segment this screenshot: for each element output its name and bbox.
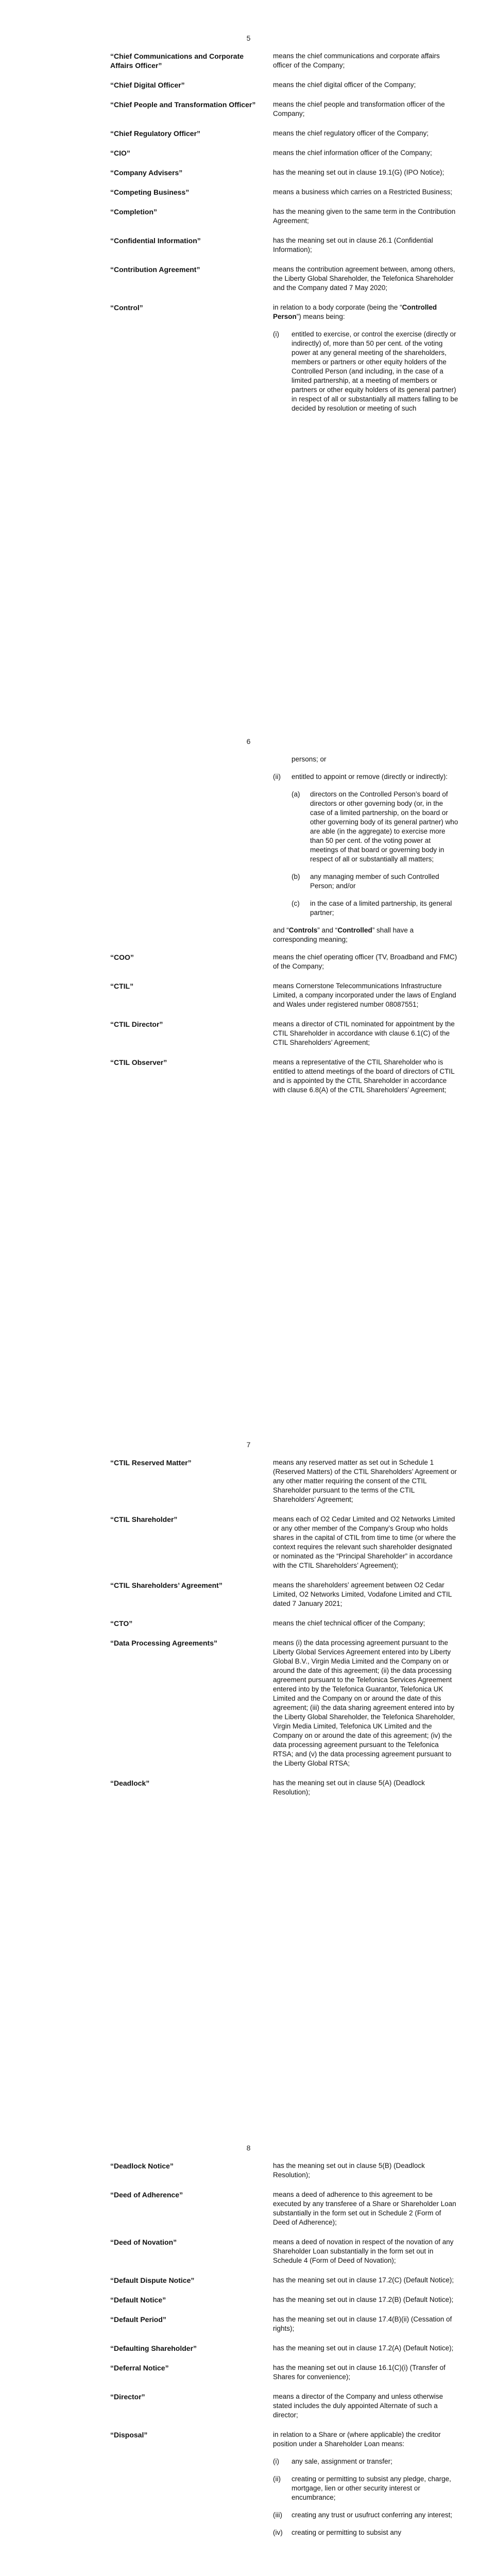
definition-term: “Competing Business”: [110, 188, 190, 196]
definition-row: [110, 148, 471, 158]
control-intro: [273, 303, 458, 321]
sub-clause-text: creating any trust or usufruct conferring any interest;: [292, 2511, 453, 2519]
definition-meaning: means the shareholders’ agreement between O2 Cedar Limited, O2 Networks Limited, Vodafone Limited and CTIL dated 7 January 2021;: [273, 1581, 452, 1607]
definition-term: “Control”: [110, 303, 143, 312]
page-number: 6: [246, 737, 251, 745]
definition-term: “Chief Digital Officer”: [110, 81, 185, 89]
definition-row: [110, 80, 471, 90]
definition-term: “Chief Communications and Corporate Affairs Officer”: [110, 52, 244, 70]
sub-clause-number: (iii): [273, 2511, 282, 2519]
definition-row: [110, 129, 471, 138]
definition-meaning: means the chief operating officer (TV, Broadband and FMC) of the Company;: [273, 953, 457, 970]
definition-row: [110, 953, 471, 971]
definition-meaning: means the chief information officer of the Company;: [273, 149, 432, 157]
sub-clause-text: any sale, assignment or transfer;: [292, 2458, 392, 2465]
definition-term: “COO”: [110, 953, 134, 961]
sub-clause-text: directors on the Controlled Person’s board of directors or other governing body (or, in the case of a limited partnership, on the board or other governing body of its general partner) who are able (in the aggregate) to exercise more than 50 per cent. of the voting power at meetings of that board or governing body in respect of all or substantially all matters;: [310, 790, 458, 863]
sub-clause-number: (a): [292, 790, 300, 798]
control-closing: [273, 926, 458, 944]
definitions-list: [110, 52, 471, 423]
definition-meaning: means any reserved matter as set out in Schedule 1 (Reserved Matters) of the CTIL Shareholders’ Agreement or any other matter requiring the consent of the CTIL Shareholder pursuant to the terms of the CTIL Shareholders’ Agreement;: [273, 1459, 457, 1503]
page-5: [0, 0, 497, 703]
definition-meaning: means the chief technical officer of the Company;: [273, 1619, 425, 1627]
definitions-list: [110, 755, 471, 1105]
definition-row: [110, 1020, 471, 1047]
sub-clause: [273, 2475, 458, 2502]
definition-term: “Default Dispute Notice”: [110, 2276, 195, 2284]
definition-term: “Completion”: [110, 208, 157, 216]
definition-term: “Disposal”: [110, 2431, 148, 2439]
definition-meaning: has the meaning set out in clause 26.1 (Confidential Information);: [273, 236, 433, 253]
definition-meaning: has the meaning set out in clause 16.1(C)(i) (Transfer of Shares for convenience);: [273, 2364, 445, 2381]
closing-text: ” shall have a corresponding meaning;: [273, 926, 414, 943]
definition-term: “CTIL Observer”: [110, 1058, 167, 1066]
definition-term: “Default Period”: [110, 2315, 166, 2324]
definition-meaning: has the meaning given to the same term in the Contribution Agreement;: [273, 208, 456, 225]
definition-term: “CTO”: [110, 1619, 133, 1628]
closing-text: ” and “: [317, 926, 338, 934]
definition-term: “CTIL Director”: [110, 1020, 163, 1028]
definition-term: “Confidential Information”: [110, 236, 201, 245]
definition-meaning: means the chief people and transformation officer of the Company;: [273, 100, 445, 117]
definition-row: [110, 2315, 471, 2333]
definition-term: “Deed of Adherence”: [110, 2191, 183, 2199]
definition-term: “Chief People and Transformation Officer”: [110, 100, 256, 109]
definition-term: “Company Advisers”: [110, 168, 183, 177]
definition-term: “Defaulting Shareholder”: [110, 2344, 197, 2352]
page-number: 5: [246, 34, 251, 42]
definition-meaning: has the meaning set out in clause 5(A) (Deadlock Resolution);: [273, 1779, 425, 1796]
definition-term: “Chief Regulatory Officer”: [110, 129, 201, 138]
sub-sub-clause: [292, 899, 458, 918]
definition-meaning: means a business which carries on a Restricted Business;: [273, 188, 453, 196]
definition-row: [110, 188, 471, 197]
sub-clause: [273, 2511, 458, 2520]
sub-clause-text: persons; or: [292, 755, 327, 763]
definition-term: “Contribution Agreement”: [110, 265, 200, 274]
definition-term: “Deed of Novation”: [110, 2238, 177, 2246]
definition-meaning: means the chief digital officer of the Company;: [273, 81, 416, 89]
definition-meaning: means a director of the Company and unless otherwise stated includes the duly appointed Alternate of such a director;: [273, 2393, 443, 2419]
definition-row: [110, 2276, 471, 2285]
definition-meaning: means each of O2 Cedar Limited and O2 Networks Limited or any other member of the Company’s Group who holds shares in the capital of CTIL from time to time (or where the context requires the relevant such shareholder designated or nominated as the “Principal Shareholder” in accordance with the CTIL Shareholders’ Agreement);: [273, 1515, 456, 1569]
definition-meaning: has the meaning set out in clause 17.2(A) (Default Notice);: [273, 2344, 454, 2352]
definition-row: [110, 2161, 471, 2180]
sub-clause-number: (iv): [273, 2529, 283, 2536]
sub-clause-number: (ii): [273, 2475, 281, 2483]
definition-meaning: means the chief regulatory officer of the Company;: [273, 129, 429, 137]
definition-row: [110, 2344, 471, 2353]
closing-defined-term: Controlled: [337, 926, 372, 934]
sub-clause-text: creating or permitting to subsist any pledge, charge, mortgage, lien or other security interest or encumbrance;: [292, 2475, 451, 2501]
definition-term: “Data Processing Agreements”: [110, 1639, 217, 1647]
disposal-intro: in relation to a Share or (where applicable) the creditor position under a Shareholder Loan means:: [273, 2431, 441, 2448]
definition-row: [110, 236, 471, 255]
definition-row-control: [110, 303, 471, 413]
sub-clause-number: (i): [273, 330, 279, 338]
page-number: 7: [246, 1440, 251, 1449]
definitions-list: [110, 2161, 471, 2548]
definitions-list: [110, 1458, 471, 1807]
definition-row: [110, 1638, 471, 1768]
definition-meaning: means a deed of adherence to this agreement to be executed by any transferee of a Share or Shareholder Loan substantially in the form set out in Schedule 2 (Form of Deed of Adherence);: [273, 2191, 456, 2226]
definition-term: “Director”: [110, 2393, 145, 2401]
sub-clause-text: creating or permitting to subsist any: [292, 2529, 402, 2536]
sub-clause-number: (i): [273, 2458, 279, 2465]
definition-meaning: has the meaning set out in clause 17.4(B)(ii) (Cessation of rights);: [273, 2315, 452, 2332]
closing-text: and “: [273, 926, 289, 934]
page-8: [0, 2110, 497, 2576]
definition-row: [110, 2363, 471, 2382]
definition-row: [110, 1058, 471, 1095]
definition-meaning: has the meaning set out in clause 19.1(G) (IPO Notice);: [273, 168, 444, 176]
definition-meaning: means the chief communications and corporate affairs officer of the Company;: [273, 52, 440, 69]
sub-clause-text: in the case of a limited partnership, its general partner;: [310, 900, 452, 917]
definition-term: “CTIL Shareholders’ Agreement”: [110, 1581, 222, 1589]
definition-row: [110, 100, 471, 118]
intro-text: in relation to a body corporate (being the “: [273, 303, 402, 311]
definition-meaning: means a director of CTIL nominated for appointment by the CTIL Shareholder in accordance with clause 6.1(C) of the CTIL Shareholders’ Agreement;: [273, 1020, 455, 1046]
definition-term: “Deadlock Notice”: [110, 2162, 174, 2170]
sub-clause-number: (b): [292, 873, 300, 880]
page-7: [0, 1406, 497, 2110]
definition-meaning: has the meaning set out in clause 17.2(B) (Default Notice);: [273, 2296, 454, 2303]
control-continuation: [273, 755, 458, 944]
sub-clause: [273, 2457, 458, 2466]
sub-sub-clause: [292, 872, 458, 891]
definition-term: “CTIL”: [110, 982, 134, 990]
definition-row-disposal: [110, 2430, 471, 2537]
definition-row: [110, 1581, 471, 1608]
definition-meaning: means the contribution agreement between, among others, the Liberty Global Shareholder, the Telefonica Shareholder and the Company dated 7 May 2020;: [273, 265, 455, 292]
definition-row: [110, 207, 471, 226]
definition-row: [110, 1515, 471, 1570]
definition-row: [110, 2392, 471, 2420]
definition-meaning: means Cornerstone Telecommunications Infrastructure Limited, a company incorporated under the laws of England and Wales under registered number 08087551;: [273, 982, 456, 1008]
definition-term: “CTIL Reserved Matter”: [110, 1459, 192, 1467]
definition-row: [110, 1458, 471, 1504]
sub-clause-text: any managing member of such Controlled Person; and/or: [310, 873, 439, 890]
definition-row: [110, 2295, 471, 2304]
definition-term: “Deferral Notice”: [110, 2364, 169, 2372]
intro-defined-term: Controlled Person: [273, 303, 437, 320]
definition-meaning: has the meaning set out in clause 5(B) (Deadlock Resolution);: [273, 2162, 425, 2179]
page-number: 8: [246, 2144, 251, 2152]
definition-meaning: has the meaning set out in clause 17.2(C) (Default Notice);: [273, 2276, 454, 2284]
sub-clause: [273, 330, 458, 413]
definition-meaning: [273, 2430, 458, 2537]
sub-clause: [273, 772, 458, 782]
definition-row: [110, 1778, 471, 1797]
definition-meaning: means a representative of the CTIL Shareholder who is entitled to attend meetings of the board of directors of CTIL and is appointed by the CTIL Shareholder in accordance with clause 6.8(A) of the CTIL Shareholders’ Agreement;: [273, 1058, 455, 1094]
sub-clause-number: (c): [292, 900, 300, 907]
sub-clause: [273, 2528, 458, 2537]
sub-clause-continuation: [273, 755, 458, 764]
closing-defined-term: Controls: [288, 926, 318, 934]
page-6: [0, 703, 497, 1406]
definition-meaning: means a deed of novation in respect of the novation of any Shareholder Loan substantially in the form set out in Schedule 4 (Form of Deed of Novation);: [273, 2238, 454, 2264]
definition-row: [110, 981, 471, 1009]
intro-text: ”) means being:: [296, 313, 345, 320]
definition-row: [110, 52, 471, 70]
sub-sub-clause: [292, 790, 458, 864]
definition-term: “CIO”: [110, 149, 130, 157]
definition-meaning: [273, 303, 458, 413]
definition-row: [110, 1619, 471, 1628]
sub-clause-text: entitled to exercise, or control the exercise (directly or indirectly) of, more than 50 per cent. of the voting power at any general meeting of the shareholders, members or partners or other equity holders of the Controlled Person (and including, in the case of a limited partnership, at a meeting of members or partners or other equity holders of its general partner) in respect of all or substantially all matters falling to be decided by resolution or meeting of such: [292, 330, 458, 412]
definition-row: [110, 2190, 471, 2227]
definition-term: “CTIL Shareholder”: [110, 1515, 178, 1523]
definition-row: [110, 2238, 471, 2265]
definition-term: “Deadlock”: [110, 1779, 150, 1787]
sub-clause-text: entitled to appoint or remove (directly or indirectly):: [292, 773, 448, 781]
definition-row: [110, 168, 471, 177]
definition-row: [110, 265, 471, 293]
sub-clause-number: (ii): [273, 773, 281, 781]
definition-meaning: means (i) the data processing agreement pursuant to the Liberty Global Services Agreement entered into by Liberty Global B.V., Virgin Media Limited and the Company on or around the date of this agreement; (ii) the data processing agreement pursuant to the Telefonica Services Agreement entered into by the Telefonica Guarantor, Telefonica UK Limited and the Company on or around the date of this agreement; (iii) the data sharing agreement entered into by the Liberty Global Shareholder, the Telefonica Shareholder, Virgin Media Limited, Telefonica UK Limited and the Company on or around the date of this agreement; (iv) the data processing agreement pursuant to the Telefonica RTSA; and (v) the data processing agreement pursuant to the Liberty Global RTSA;: [273, 1639, 455, 1767]
definition-term: “Default Notice”: [110, 2296, 166, 2304]
